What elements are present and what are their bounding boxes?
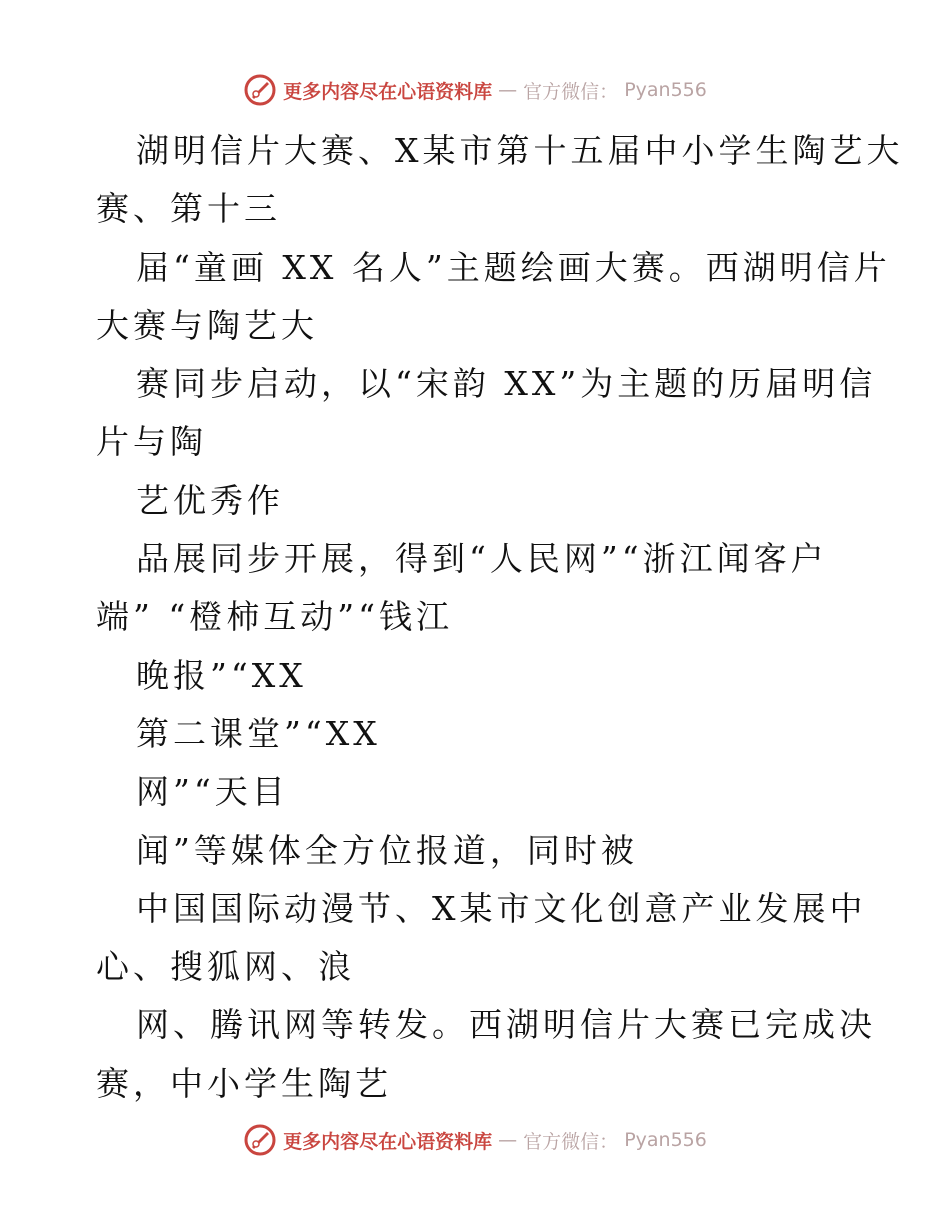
page-header bbox=[0, 70, 950, 110]
body-line: 晚报”“XX bbox=[136, 655, 307, 695]
quill-seal-icon bbox=[243, 73, 277, 107]
header-dash: — bbox=[498, 79, 518, 101]
header-banner bbox=[243, 73, 707, 107]
body-line: 赛，中小学生陶艺 bbox=[96, 1063, 392, 1103]
footer-promo-text: 更多内容尽在心语资料库 bbox=[283, 1130, 493, 1153]
footer-dash: — bbox=[498, 1129, 518, 1151]
body-line: 中国国际动漫节、X某市文化创意产业发展中 bbox=[136, 888, 867, 928]
body-line: 赛、第十三 bbox=[96, 189, 281, 229]
body-line: 艺优秀作 bbox=[136, 480, 284, 520]
body-line: 大赛与陶艺大 bbox=[96, 305, 318, 345]
document-body bbox=[96, 122, 904, 1113]
body-line: 闻”等媒体全方位报道，同时被 bbox=[136, 830, 638, 870]
footer-banner bbox=[243, 1123, 707, 1157]
body-line: 片与陶 bbox=[96, 422, 207, 462]
quill-seal-icon bbox=[243, 1123, 277, 1157]
footer-wechat-id: Pyan556 bbox=[624, 1129, 707, 1151]
body-line: 端” “橙柿互动”“钱江 bbox=[96, 597, 453, 637]
body-line: 第二课堂”“XX bbox=[136, 713, 381, 753]
body-line: 网”“天目 bbox=[136, 772, 289, 812]
header-promo-text: 更多内容尽在心语资料库 bbox=[283, 80, 493, 103]
body-line: 品展同步开展，得到“人民网”“浙江闻客户 bbox=[136, 539, 828, 579]
body-line: 湖明信片大赛、X某市第十五届中小学生陶艺大 bbox=[136, 131, 904, 170]
page-footer bbox=[0, 1120, 950, 1160]
header-wechat-label: 官方微信： bbox=[523, 80, 619, 103]
body-line: 心、搜狐网、浪 bbox=[96, 947, 355, 987]
header-wechat-id: Pyan556 bbox=[624, 79, 707, 101]
body-line: 网、腾讯网等转发。西湖明信片大赛已完成决 bbox=[136, 1005, 876, 1045]
body-line: 届“童画 XX 名人”主题绘画大赛。西湖明信片 bbox=[136, 247, 891, 287]
body-line: 赛同步启动，以“宋韵 XX”为主题的历届明信 bbox=[136, 364, 877, 404]
footer-wechat-label: 官方微信： bbox=[523, 1130, 619, 1153]
